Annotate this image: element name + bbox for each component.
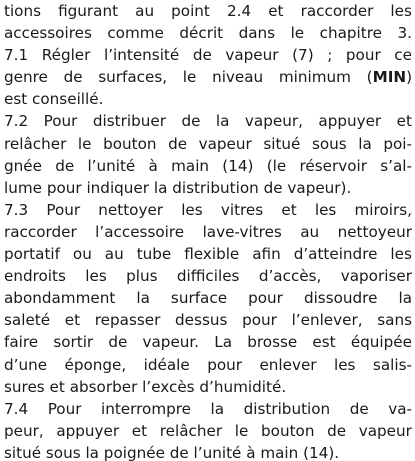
word: (le xyxy=(266,156,287,175)
word: 2.4 xyxy=(226,2,252,20)
word: genre xyxy=(4,68,48,87)
word: d’une xyxy=(4,355,48,374)
word: dissoudre xyxy=(303,289,378,308)
word: le xyxy=(182,68,197,87)
word: (14) xyxy=(222,156,254,175)
text-line xyxy=(4,287,412,309)
word: miroirs, xyxy=(354,200,412,219)
word: la xyxy=(358,134,372,153)
word: enlever xyxy=(259,355,317,374)
word: Régler xyxy=(41,46,91,65)
word: absorber xyxy=(69,377,138,396)
word: bouton xyxy=(261,421,315,440)
word: sous xyxy=(311,134,347,153)
word: sans xyxy=(377,311,412,330)
word: Pour xyxy=(43,112,78,131)
text-line xyxy=(4,354,412,376)
word: afin xyxy=(252,245,281,264)
word: de xyxy=(349,399,369,418)
word: ce xyxy=(394,46,412,65)
text-line xyxy=(4,309,412,331)
word: comme xyxy=(107,24,164,43)
word: pour xyxy=(242,311,277,330)
word: vapeur. xyxy=(142,333,200,352)
word: vapeur xyxy=(198,134,252,153)
text-line xyxy=(4,398,412,420)
word: les xyxy=(390,2,412,20)
word: poi- xyxy=(383,134,412,153)
word: ou xyxy=(72,245,92,264)
word: va- xyxy=(388,399,412,418)
word: de xyxy=(263,178,283,197)
word: l’intensité xyxy=(103,46,180,65)
text-line xyxy=(4,155,412,177)
word: tions xyxy=(4,2,42,20)
word: La xyxy=(214,333,233,352)
word: pour xyxy=(207,355,242,374)
word: raccorder xyxy=(4,222,77,241)
word: peur, xyxy=(4,421,44,440)
word: surface xyxy=(170,289,228,308)
word: et xyxy=(49,377,65,396)
word: au xyxy=(135,2,155,20)
word: raccorder xyxy=(300,2,374,20)
word: le xyxy=(234,421,249,440)
text-line xyxy=(4,376,412,398)
word: niveau xyxy=(212,68,264,87)
word: d’humidité. xyxy=(199,377,287,396)
word: lume xyxy=(4,178,42,197)
word: le xyxy=(290,24,305,43)
word: (7) xyxy=(292,46,314,65)
text-line xyxy=(4,133,412,155)
word: la xyxy=(153,178,168,197)
word: main xyxy=(171,156,210,175)
word: l’accessoire xyxy=(95,222,185,241)
word: est xyxy=(312,333,336,352)
word: d’atteindre xyxy=(293,245,378,264)
word: plus xyxy=(126,267,158,286)
word: situé xyxy=(263,134,301,153)
word: la xyxy=(136,289,150,308)
word: et xyxy=(396,112,412,131)
word: 7.4 xyxy=(4,399,29,418)
word: figurant xyxy=(58,2,119,20)
word: appuyer xyxy=(56,421,120,440)
word: faire xyxy=(4,333,39,352)
word: sures xyxy=(4,377,45,396)
word: saleté xyxy=(4,311,51,330)
word: au xyxy=(104,245,124,264)
word: vapeur xyxy=(225,46,279,65)
word: vapeur). xyxy=(287,178,352,197)
word: distribution xyxy=(172,178,259,197)
word: les xyxy=(333,355,356,374)
word: abondamment xyxy=(4,289,116,308)
word: et xyxy=(281,200,297,219)
text-line xyxy=(4,22,412,44)
word: au xyxy=(300,222,320,241)
word: endroits xyxy=(4,267,66,286)
text-line xyxy=(4,331,412,353)
word: s’al- xyxy=(380,156,412,175)
word: sortir xyxy=(53,333,94,352)
word: d’accès, xyxy=(258,267,322,286)
word: réservoir xyxy=(299,156,367,175)
word: le xyxy=(77,134,92,153)
word: vapeur xyxy=(358,421,412,440)
text-line xyxy=(4,44,412,66)
word: idéale xyxy=(143,355,190,374)
word: éponge, xyxy=(64,355,127,374)
text-line xyxy=(4,265,412,287)
word: de xyxy=(192,46,212,65)
word: lave-vitres xyxy=(202,222,282,241)
word: bouton xyxy=(103,134,157,153)
word: et xyxy=(64,311,81,330)
word: l’unité xyxy=(87,156,136,175)
word: les xyxy=(314,200,337,219)
word: pour xyxy=(46,178,82,197)
word: minimum xyxy=(278,68,351,87)
word: relâcher xyxy=(159,421,223,440)
text-line xyxy=(4,442,412,461)
word: la xyxy=(398,289,412,308)
text-line xyxy=(4,420,412,442)
word: tube xyxy=(136,245,172,264)
word: distribuer xyxy=(92,112,166,131)
word: indiquer xyxy=(86,178,150,197)
word: salis- xyxy=(372,355,412,374)
bold-word: (MIN) xyxy=(366,68,412,87)
text-line xyxy=(4,66,412,88)
text-line xyxy=(4,199,412,221)
text-line xyxy=(4,0,412,22)
word: vapeur, xyxy=(244,112,303,131)
word: nettoyeur xyxy=(337,222,412,241)
word: repasser xyxy=(94,311,161,330)
word: interrompre xyxy=(101,399,192,418)
word: surfaces, xyxy=(98,68,168,87)
word: flexible xyxy=(184,245,240,264)
text-line xyxy=(4,221,412,243)
word: de xyxy=(55,156,75,175)
word: ; xyxy=(327,46,333,65)
word: 7.3 xyxy=(4,200,29,219)
word: point xyxy=(171,2,210,20)
word: la xyxy=(210,399,225,418)
word: gnée xyxy=(4,156,42,175)
word: est conseillé. xyxy=(4,90,104,109)
word: à xyxy=(148,156,158,175)
word: relâcher xyxy=(4,134,67,153)
word: Pour xyxy=(47,399,82,418)
word: nettoyer xyxy=(98,200,164,219)
word: de xyxy=(181,112,201,131)
word: situé sous la poignée de l’unité à main (14). xyxy=(4,443,340,461)
word: vaporiser xyxy=(340,267,412,286)
word: 3. xyxy=(397,24,412,43)
word: les xyxy=(85,267,107,286)
word: les xyxy=(181,200,203,219)
word: pour xyxy=(248,289,283,308)
word: difficiles xyxy=(176,267,240,286)
word: et xyxy=(131,421,148,440)
word: Pour xyxy=(46,200,81,219)
word: de xyxy=(327,421,347,440)
word: dans xyxy=(238,24,276,43)
word: appuyer xyxy=(318,112,382,131)
word: distribution xyxy=(243,399,331,418)
word: 7.1 xyxy=(4,46,29,65)
word: équipée xyxy=(350,333,412,352)
word: et xyxy=(268,2,284,20)
word: de xyxy=(108,333,128,352)
word: brosse xyxy=(247,333,298,352)
word: les xyxy=(390,245,412,264)
word: l’enlever, xyxy=(291,311,363,330)
word: portatif xyxy=(4,245,60,264)
text-line xyxy=(4,177,412,199)
word: la xyxy=(215,112,230,131)
word: accessoires xyxy=(4,24,92,43)
text-line xyxy=(4,110,412,132)
word: dessus xyxy=(175,311,228,330)
word: l’excès xyxy=(142,377,195,396)
word: chapitre xyxy=(319,24,382,43)
word: de xyxy=(168,134,188,153)
word: vitres xyxy=(220,200,264,219)
text-line xyxy=(4,88,412,110)
word: 7.2 xyxy=(4,112,29,131)
word: de xyxy=(63,68,83,87)
word: pour xyxy=(345,46,381,65)
word: décrit xyxy=(179,24,224,43)
text-line xyxy=(4,243,412,265)
